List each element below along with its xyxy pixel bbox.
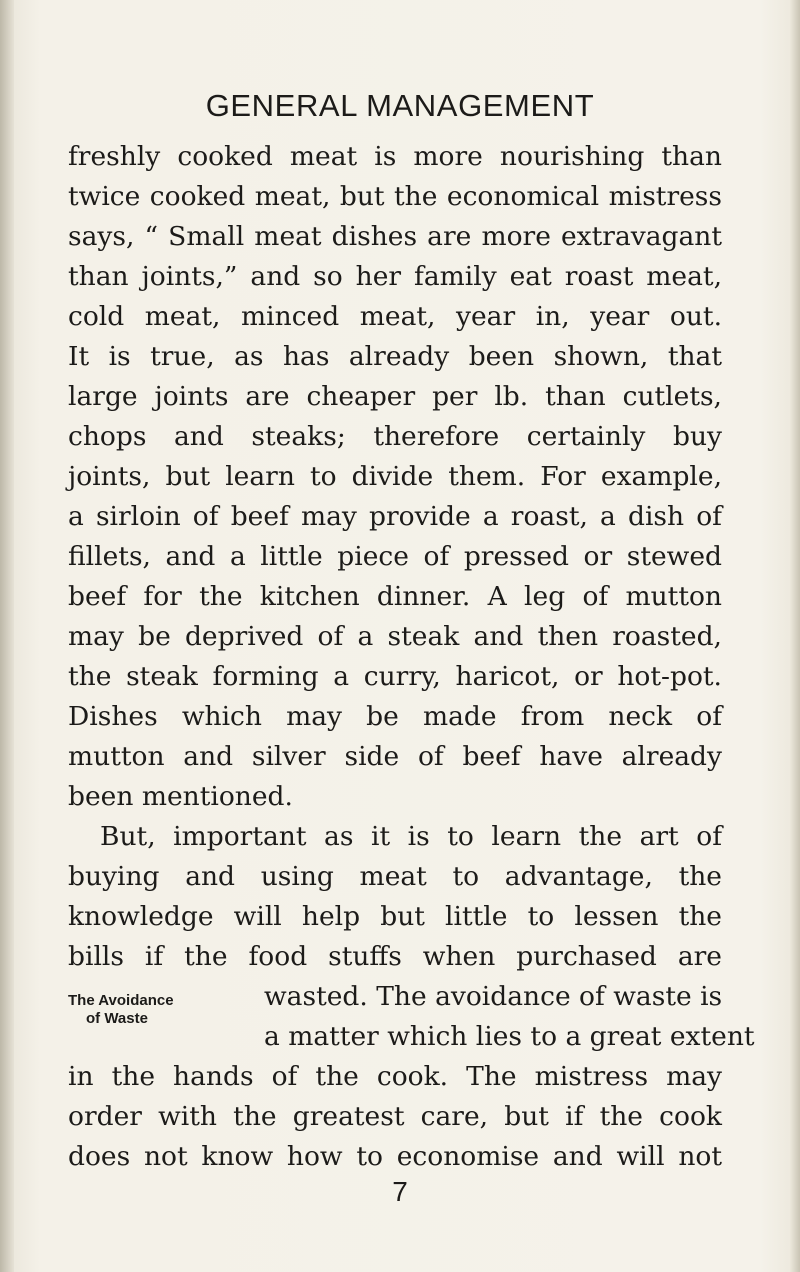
margin-note-line: of Waste — [86, 1010, 148, 1027]
text-line: a sirloin of beef may provide a roast, a dish of — [68, 501, 722, 532]
text-line: the steak forming a curry, haricot, or hot-pot. — [68, 661, 722, 692]
text-line: large joints are cheaper per lb. than cutlets, — [68, 381, 722, 412]
margin-note-line: The Avoidance — [68, 992, 174, 1009]
text-line: in the hands of the cook. The mistress may — [68, 1061, 722, 1092]
page-number: 7 — [392, 1176, 408, 1207]
text-line: says, “ Small meat dishes are more extravagant — [68, 221, 722, 252]
text-line: wasted. The avoidance of waste is — [264, 981, 723, 1012]
text-line: twice cooked meat, but the economical mistress — [68, 181, 722, 212]
text-line: than joints,” and so her family eat roast meat, — [68, 261, 722, 292]
text-line: joints, but learn to divide them. For example, — [68, 461, 722, 492]
page-gutter-left — [0, 0, 14, 1272]
running-head: GENERAL MANAGEMENT — [205, 88, 595, 123]
text-line: freshly cooked meat is more nourishing than — [68, 141, 722, 172]
text-line: buying and using meat to advantage, the — [68, 861, 722, 892]
page-edge-right — [790, 0, 800, 1272]
text-line: bills if the food stuffs when purchased are — [68, 941, 722, 972]
text-line: does not know how to economise and will not — [68, 1141, 722, 1172]
text-line: knowledge will help but little to lessen the — [68, 901, 722, 932]
text-line: fillets, and a little piece of pressed or stewed — [68, 541, 722, 572]
text-line: order with the greatest care, but if the cook — [68, 1101, 722, 1132]
text-line: may be deprived of a steak and then roasted, — [68, 621, 722, 652]
text-line: cold meat, minced meat, year in, year out. — [68, 301, 722, 332]
text-line: beef for the kitchen dinner. A leg of mutton — [68, 581, 722, 612]
paragraph-first-line: But, important as it is to learn the art of — [100, 821, 722, 852]
margin-note — [68, 992, 174, 1028]
text-line: been mentioned. — [68, 781, 293, 812]
text-line: It is true, as has already been shown, that — [68, 341, 722, 372]
text-line: a matter which lies to a great extent — [264, 1021, 755, 1052]
text-line: mutton and silver side of beef have already — [68, 741, 722, 772]
text-line: chops and steaks; therefore certainly buy — [68, 421, 722, 452]
text-line: Dishes which may be made from neck of — [68, 701, 722, 732]
